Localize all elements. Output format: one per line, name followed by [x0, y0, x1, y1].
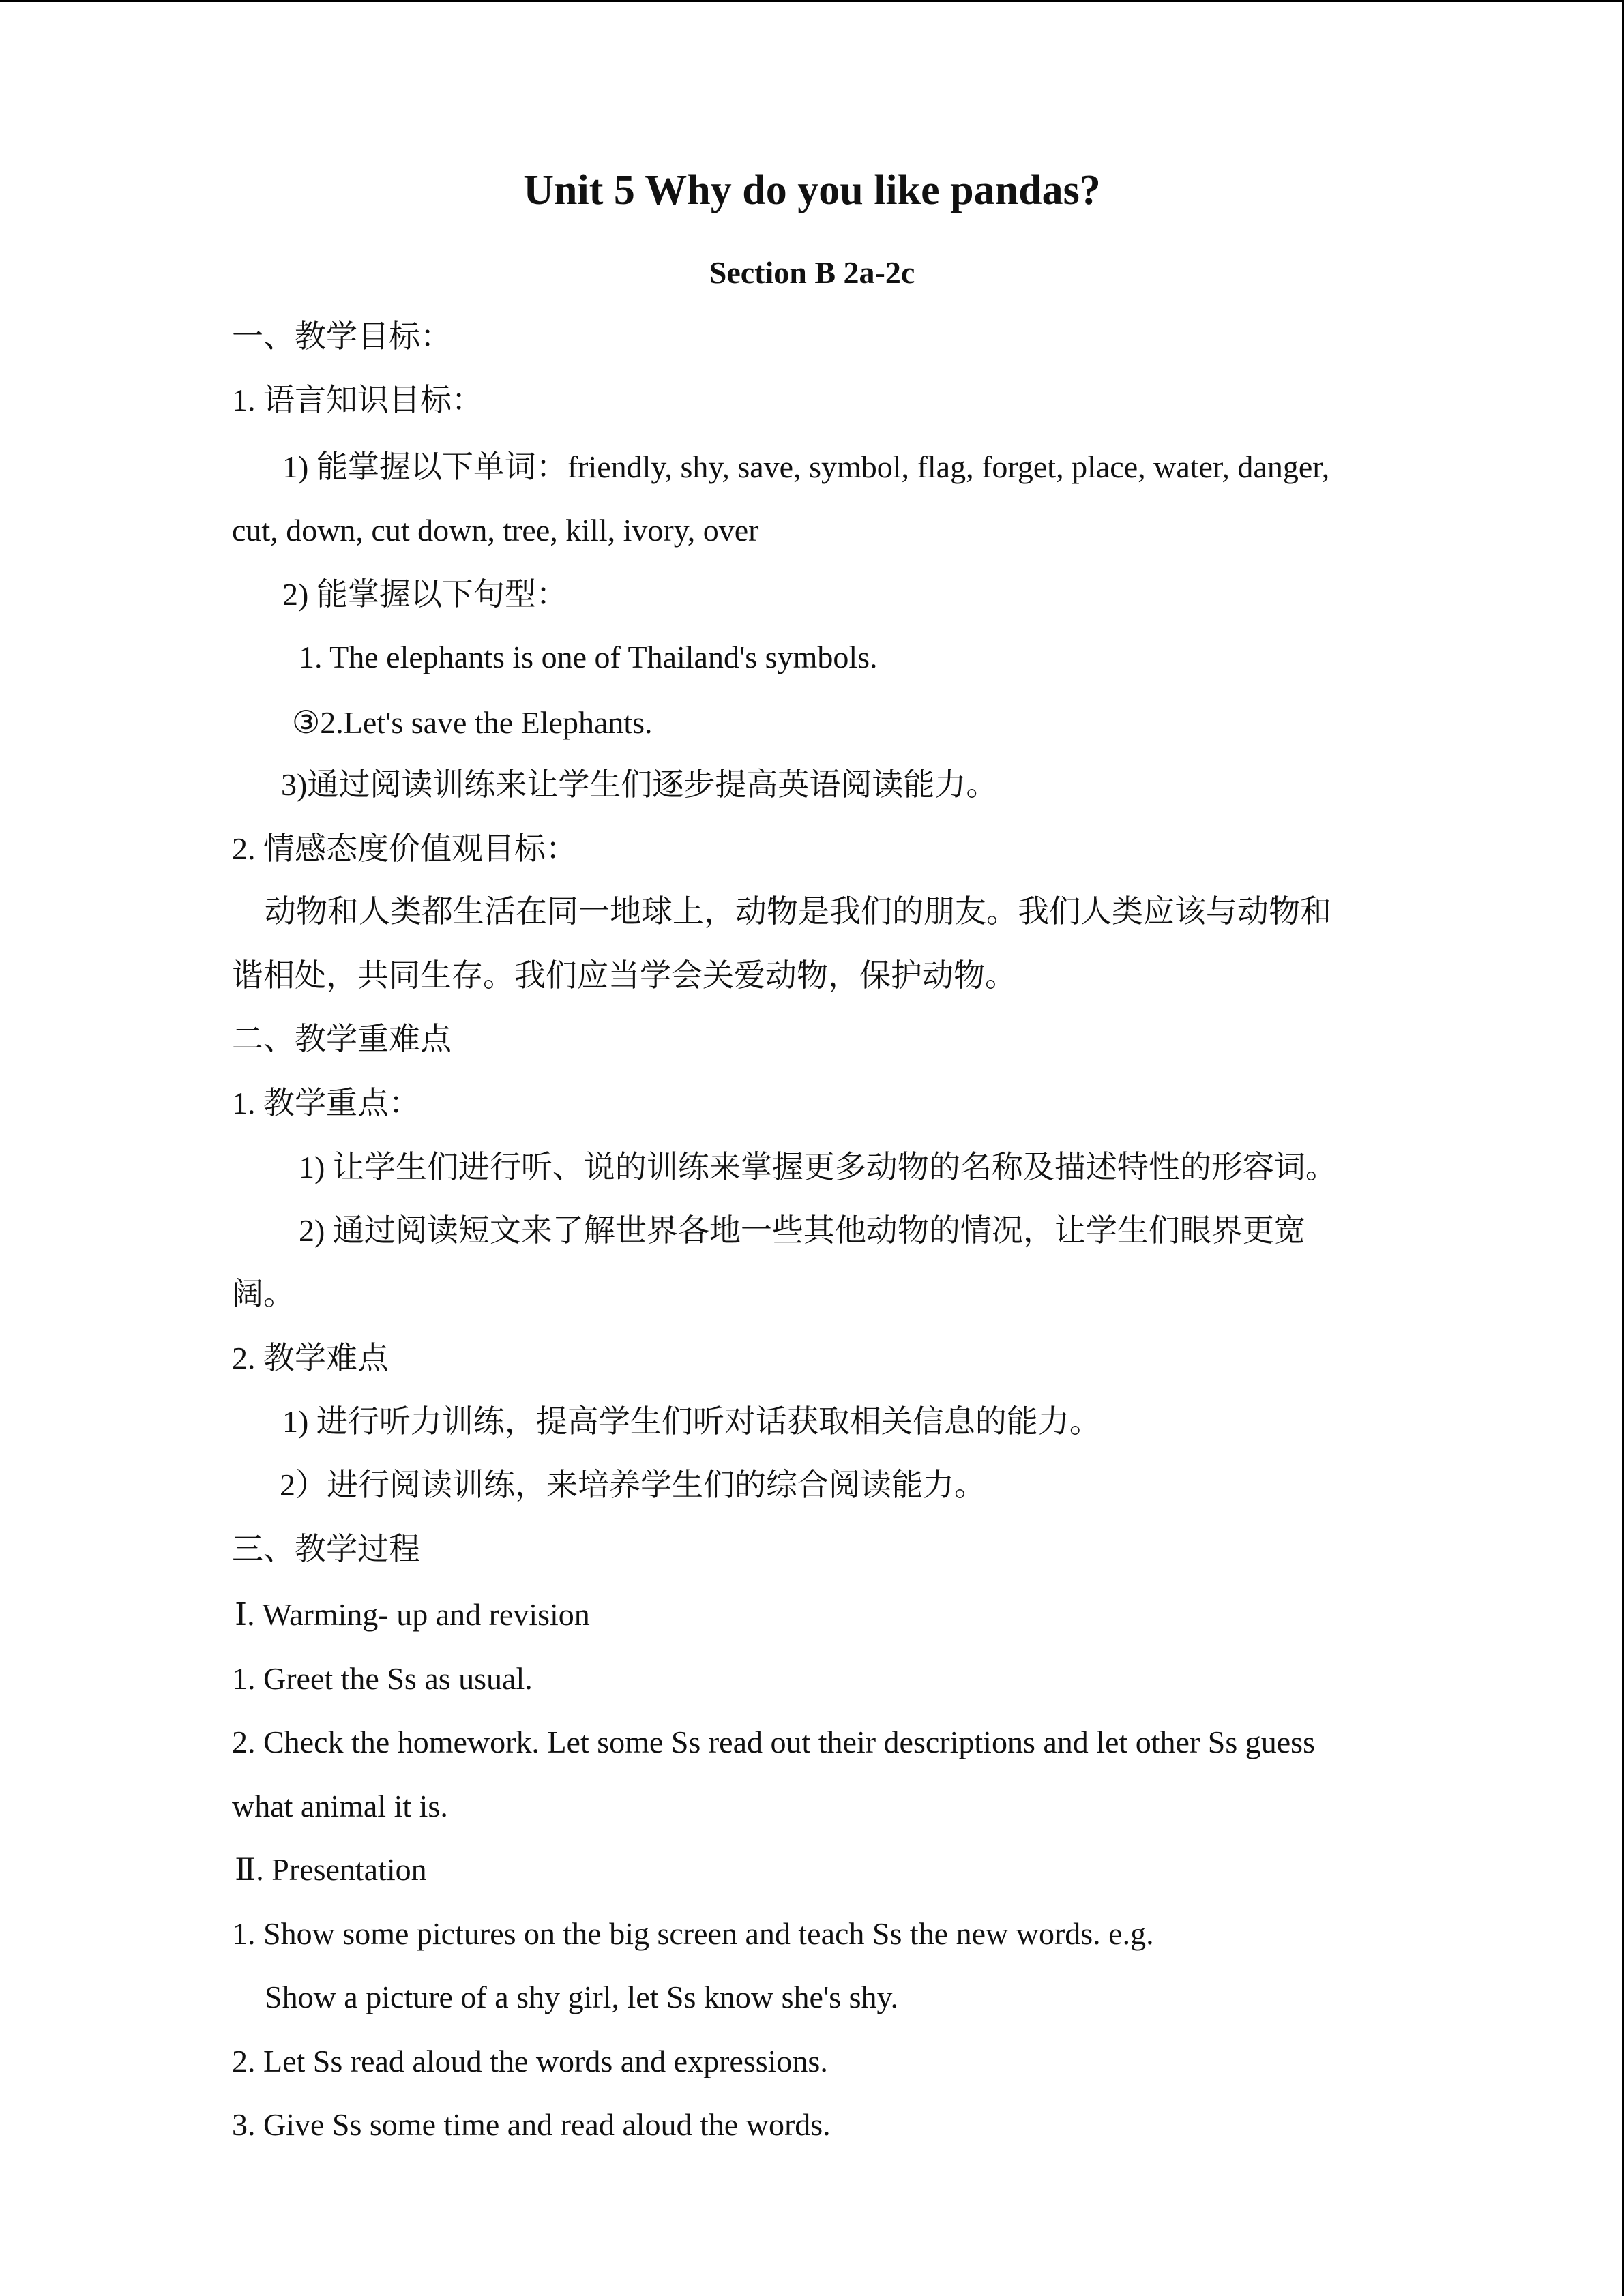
- step-item-greet: 1. Greet the Ss as usual.: [232, 1661, 533, 1696]
- document-subtitle: Section B 2a-2c: [709, 255, 915, 290]
- vocabulary-line: 1) 能掌握以下单词：friendly, shy, save, symbol, flag, forget, place, water, danger,: [282, 449, 1330, 484]
- document-title: Unit 5 Why do you like pandas?: [523, 167, 1101, 213]
- step-item-show-pictures: 1. Show some pictures on the big screen and teach Ss the new words. e.g.: [232, 1916, 1154, 1951]
- emotional-goals-text-continued: 谐相处，共同生存。我们应当学会关爱动物，保护动物。: [232, 958, 1016, 993]
- step-item-give-time: 3. Give Ss some time and read aloud the words.: [232, 2107, 831, 2142]
- key-point-2-continued: 阔。: [232, 1277, 295, 1311]
- subheading-language-goals: 1. 语言知识目标：: [232, 383, 483, 417]
- subheading-emotional-goals: 2. 情感态度价值观目标：: [232, 831, 577, 866]
- difficulty-2: 2）进行阅读训练，来培养学生们的综合阅读能力。: [280, 1467, 986, 1502]
- sentence-pattern-2: ③2.Let's save the Elephants.: [292, 705, 653, 740]
- reading-goal-line: 3)通过阅读训练来让学生们逐步提高英语阅读能力。: [281, 767, 998, 802]
- step-item-show-pictures-example: Show a picture of a shy girl, let Ss know she's shy.: [265, 1980, 899, 2014]
- sentence-patterns-line: 2) 能掌握以下句型：: [282, 577, 567, 612]
- step-heading-presentation: Ⅱ. Presentation: [235, 1852, 427, 1887]
- step-item-read-aloud: 2. Let Ss read aloud the words and expressions.: [232, 2044, 828, 2078]
- difficulty-1: 1) 进行听力训练，提高学生们听对话获取相关信息的能力。: [282, 1404, 1101, 1439]
- section-heading-process: 三、教学过程: [232, 1532, 420, 1566]
- subheading-key-points: 1. 教学重点：: [232, 1086, 420, 1120]
- step-heading-warming-up: Ⅰ. Warming- up and revision: [235, 1597, 590, 1632]
- section-heading-objectives: 一、教学目标：: [232, 319, 452, 354]
- key-point-1: 1) 让学生们进行听、说的训练来掌握更多动物的名称及描述特性的形容词。: [299, 1150, 1337, 1184]
- sentence-pattern-1: 1. The elephants is one of Thailand's symbols.: [299, 640, 878, 674]
- key-point-2: 2) 通过阅读短文来了解世界各地一些其他动物的情况，让学生们眼界更宽: [299, 1213, 1305, 1248]
- step-item-check-homework: 2. Check the homework. Let some Ss read out their descriptions and let other Ss guess: [232, 1725, 1315, 1759]
- step-item-check-homework-continued: what animal it is.: [232, 1789, 448, 1823]
- emotional-goals-text: 动物和人类都生活在同一地球上，动物是我们的朋友。我们人类应该与动物和: [265, 894, 1331, 929]
- section-heading-key-points: 二、教学重难点: [232, 1022, 452, 1056]
- vocabulary-line-continued: cut, down, cut down, tree, kill, ivory, over: [232, 513, 759, 548]
- subheading-difficulties: 2. 教学难点: [232, 1341, 389, 1375]
